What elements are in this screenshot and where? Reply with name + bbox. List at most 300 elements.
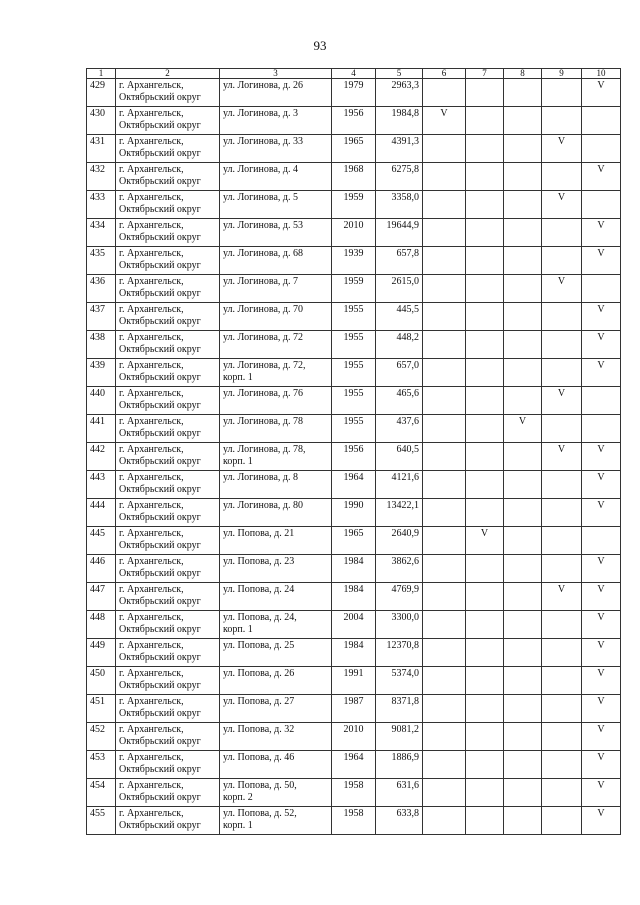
total-area-text: 448,2: [396, 332, 419, 343]
address-text: ул. Попова, д. 32: [223, 724, 295, 735]
column-header-1: 1: [87, 69, 116, 79]
row-number-text: 449: [90, 640, 105, 651]
build-year: [332, 247, 376, 275]
row-number: [87, 695, 116, 723]
total-area-text: 19644,9: [386, 220, 419, 231]
mark-col-10-text: V: [597, 164, 605, 175]
address-text: ул. Попова, д. 26: [223, 668, 295, 679]
build-year: [332, 583, 376, 611]
address-text: ул. Логинова, д. 26: [223, 80, 304, 91]
mark-col-7: [466, 499, 504, 527]
mark-col-10-text: V: [597, 360, 605, 371]
mark-col-9: [542, 751, 582, 779]
mark-col-7: [466, 303, 504, 331]
mark-col-10: [582, 219, 621, 247]
table-row: [87, 191, 621, 219]
table-body: [87, 79, 621, 835]
row-number: [87, 359, 116, 387]
address-text: ул. Попова, д. 21: [223, 528, 295, 539]
city-district: [116, 471, 220, 499]
mark-col-7: [466, 611, 504, 639]
mark-col-8: [504, 415, 542, 443]
row-number: [87, 387, 116, 415]
city-district-text: г. Архангельск,: [119, 332, 184, 343]
total-area: [376, 275, 423, 303]
address: [220, 359, 332, 387]
row-number-text: 429: [90, 80, 105, 91]
mark-col-6: [423, 415, 466, 443]
total-area-text: 8371,8: [391, 696, 419, 707]
mark-col-7: [466, 695, 504, 723]
mark-col-6: [423, 387, 466, 415]
mark-col-7: [466, 107, 504, 135]
address-text: ул. Попова, д. 25: [223, 640, 295, 651]
row-number-text: 448: [90, 612, 105, 623]
city-district-text: г. Архангельск,: [119, 108, 184, 119]
city-district: [116, 499, 220, 527]
build-year: [332, 499, 376, 527]
address-text: ул. Попова, д. 50,: [223, 780, 297, 791]
mark-col-10-text: V: [597, 808, 605, 819]
column-header-8: 8: [504, 69, 542, 79]
city-district-text: Октябрьский округ: [119, 176, 201, 187]
mark-col-8: [504, 107, 542, 135]
address-text: ул. Попова, д. 24,: [223, 612, 297, 623]
mark-col-8: [504, 807, 542, 835]
mark-col-6: [423, 331, 466, 359]
mark-col-8: [504, 191, 542, 219]
mark-col-10-text: V: [597, 696, 605, 707]
row-number-text: 451: [90, 696, 105, 707]
table-row: [87, 527, 621, 555]
build-year-text: 1965: [343, 528, 364, 539]
mark-col-6: [423, 135, 466, 163]
mark-col-10: [582, 583, 621, 611]
build-year-text: 1964: [343, 472, 364, 483]
city-district-text: Октябрьский округ: [119, 568, 201, 579]
total-area: [376, 471, 423, 499]
build-year: [332, 443, 376, 471]
mark-col-9: [542, 191, 582, 219]
mark-col-7: [466, 751, 504, 779]
mark-col-8: [504, 583, 542, 611]
mark-col-9: [542, 387, 582, 415]
city-district-text: г. Архангельск,: [119, 472, 184, 483]
address-text: ул. Попова, д. 24: [223, 584, 295, 595]
mark-col-10-text: V: [597, 248, 605, 259]
mark-col-10: [582, 191, 621, 219]
mark-col-6: [423, 191, 466, 219]
table-row: [87, 359, 621, 387]
city-district: [116, 807, 220, 835]
mark-col-8-text: V: [518, 416, 527, 427]
table-row: [87, 247, 621, 275]
row-number: [87, 527, 116, 555]
address: [220, 107, 332, 135]
total-area: [376, 807, 423, 835]
city-district-text: Октябрьский округ: [119, 92, 201, 103]
build-year: [332, 331, 376, 359]
row-number: [87, 303, 116, 331]
mark-col-8: [504, 79, 542, 107]
mark-col-7: [466, 779, 504, 807]
row-number: [87, 667, 116, 695]
total-area: [376, 779, 423, 807]
mark-col-7: [466, 471, 504, 499]
address: [220, 695, 332, 723]
total-area: [376, 191, 423, 219]
row-number-text: 435: [90, 248, 105, 259]
mark-col-6: [423, 667, 466, 695]
build-year: [332, 555, 376, 583]
build-year: [332, 79, 376, 107]
column-header-6: 6: [423, 69, 466, 79]
mark-col-10: [582, 667, 621, 695]
build-year-text: 2010: [343, 220, 364, 231]
city-district: [116, 191, 220, 219]
mark-col-9: [542, 359, 582, 387]
mark-col-10-text: V: [597, 612, 605, 623]
table-row: [87, 639, 621, 667]
address-text: ул. Логинова, д. 78: [223, 416, 304, 427]
mark-col-10-text: V: [597, 220, 605, 231]
mark-col-9-text: V: [557, 192, 566, 203]
mark-col-7: [466, 275, 504, 303]
city-district-text: Октябрьский округ: [119, 820, 201, 831]
column-header-2: 2: [116, 69, 220, 79]
address: [220, 779, 332, 807]
column-header-5: 5: [376, 69, 423, 79]
address: [220, 247, 332, 275]
mark-col-9: [542, 667, 582, 695]
city-district: [116, 751, 220, 779]
city-district-text: г. Архангельск,: [119, 388, 184, 399]
address: [220, 387, 332, 415]
mark-col-9: [542, 219, 582, 247]
build-year-text: 1955: [343, 388, 364, 399]
build-year: [332, 779, 376, 807]
row-number: [87, 79, 116, 107]
mark-col-10: [582, 163, 621, 191]
address: [220, 219, 332, 247]
city-district-text: Октябрьский округ: [119, 372, 201, 383]
build-year: [332, 359, 376, 387]
build-year-text: 1955: [343, 304, 364, 315]
total-area: [376, 639, 423, 667]
city-district: [116, 275, 220, 303]
total-area: [376, 751, 423, 779]
build-year-text: 1991: [343, 668, 364, 679]
row-number-text: 447: [90, 584, 105, 595]
build-year: [332, 303, 376, 331]
city-district: [116, 415, 220, 443]
mark-col-9: [542, 471, 582, 499]
city-district-text: Октябрьский округ: [119, 400, 201, 411]
mark-col-9: [542, 275, 582, 303]
mark-col-7: [466, 331, 504, 359]
row-number: [87, 779, 116, 807]
total-area-text: 437,6: [396, 416, 419, 427]
build-year-text: 1979: [343, 80, 364, 91]
row-number: [87, 471, 116, 499]
total-area-text: 2963,3: [391, 80, 419, 91]
column-header-7: 7: [466, 69, 504, 79]
column-number-row: [87, 69, 621, 79]
mark-col-9: [542, 163, 582, 191]
address-text: ул. Логинова, д. 68: [223, 248, 304, 259]
mark-col-9: [542, 443, 582, 471]
mark-col-6: [423, 107, 466, 135]
city-district-text: г. Архангельск,: [119, 696, 184, 707]
row-number: [87, 723, 116, 751]
mark-col-9: [542, 583, 582, 611]
mark-col-8: [504, 751, 542, 779]
address-text: ул. Логинова, д. 76: [223, 388, 304, 399]
table-row: [87, 723, 621, 751]
build-year-text: 1968: [343, 164, 364, 175]
mark-col-10-text: V: [597, 500, 605, 511]
mark-col-10: [582, 807, 621, 835]
mark-col-9-text: V: [557, 276, 566, 287]
row-number-text: 438: [90, 332, 105, 343]
mark-col-8: [504, 275, 542, 303]
mark-col-8: [504, 695, 542, 723]
row-number-text: 455: [90, 808, 105, 819]
address: [220, 807, 332, 835]
total-area: [376, 359, 423, 387]
mark-col-7: [466, 135, 504, 163]
mark-col-6: [423, 779, 466, 807]
build-year: [332, 471, 376, 499]
mark-col-6: [423, 219, 466, 247]
table-row: [87, 807, 621, 835]
build-year-text: 1958: [343, 780, 364, 791]
row-number: [87, 219, 116, 247]
mark-col-10: [582, 275, 621, 303]
address-text: ул. Логинова, д. 4: [223, 164, 299, 175]
mark-col-10-text: V: [597, 444, 605, 455]
mark-col-7: [466, 807, 504, 835]
build-year-text: 2010: [343, 724, 364, 735]
mark-col-8: [504, 499, 542, 527]
city-district-text: Октябрьский округ: [119, 204, 201, 215]
row-number-text: 432: [90, 164, 105, 175]
city-district-text: г. Архангельск,: [119, 220, 184, 231]
mark-col-7: [466, 639, 504, 667]
build-year: [332, 527, 376, 555]
row-number-text: 430: [90, 108, 105, 119]
city-district-text: Октябрьский округ: [119, 316, 201, 327]
mark-col-10-text: V: [597, 640, 605, 651]
city-district: [116, 527, 220, 555]
city-district-text: г. Архангельск,: [119, 556, 184, 567]
mark-col-10: [582, 471, 621, 499]
row-number-text: 436: [90, 276, 105, 287]
table-row: [87, 667, 621, 695]
mark-col-7: [466, 527, 504, 555]
mark-col-9: [542, 695, 582, 723]
row-number-text: 433: [90, 192, 105, 203]
address-text: ул. Логинова, д. 80: [223, 500, 304, 511]
mark-col-9: [542, 723, 582, 751]
city-district-text: г. Архангельск,: [119, 612, 184, 623]
city-district-text: Октябрьский округ: [119, 232, 201, 243]
mark-col-9-text: V: [557, 388, 566, 399]
mark-col-6: [423, 807, 466, 835]
mark-col-10-text: V: [597, 584, 605, 595]
row-number-text: 439: [90, 360, 105, 371]
city-district-text: Октябрьский округ: [119, 624, 201, 635]
mark-col-6-text: V: [440, 108, 448, 119]
build-year-text: 1990: [343, 500, 364, 511]
table-row: [87, 219, 621, 247]
table-row: [87, 415, 621, 443]
mark-col-9: [542, 79, 582, 107]
address-text: корп. 1: [223, 820, 253, 831]
city-district: [116, 163, 220, 191]
row-number-text: 446: [90, 556, 105, 567]
table-row: [87, 107, 621, 135]
address-text: ул. Логинова, д. 53: [223, 220, 304, 231]
total-area-text: 445,5: [396, 304, 419, 315]
table-row: [87, 135, 621, 163]
total-area: [376, 527, 423, 555]
address-text: ул. Попова, д. 27: [223, 696, 295, 707]
mark-col-7: [466, 191, 504, 219]
build-year-text: 1956: [343, 108, 364, 119]
row-number: [87, 191, 116, 219]
city-district-text: Октябрьский округ: [119, 764, 201, 775]
address: [220, 303, 332, 331]
total-area-text: 3358,0: [391, 192, 419, 203]
city-district-text: г. Архангельск,: [119, 360, 184, 371]
address-text: корп. 2: [223, 792, 253, 803]
mark-col-7: [466, 723, 504, 751]
address: [220, 415, 332, 443]
city-district-text: г. Архангельск,: [119, 780, 184, 791]
mark-col-8: [504, 247, 542, 275]
city-district-text: Октябрьский округ: [119, 344, 201, 355]
city-district: [116, 555, 220, 583]
mark-col-8: [504, 331, 542, 359]
mark-col-10: [582, 611, 621, 639]
total-area: [376, 415, 423, 443]
city-district-text: Октябрьский округ: [119, 456, 201, 467]
row-number: [87, 583, 116, 611]
address: [220, 611, 332, 639]
address: [220, 275, 332, 303]
row-number-text: 450: [90, 668, 105, 679]
table-row: [87, 163, 621, 191]
address: [220, 163, 332, 191]
city-district-text: г. Архангельск,: [119, 808, 184, 819]
mark-col-9: [542, 807, 582, 835]
mark-col-9: [542, 303, 582, 331]
city-district-text: Октябрьский округ: [119, 708, 201, 719]
mark-col-10-text: V: [597, 780, 605, 791]
mark-col-9: [542, 611, 582, 639]
mark-col-9: [542, 779, 582, 807]
mark-col-10: [582, 415, 621, 443]
city-district-text: Октябрьский округ: [119, 288, 201, 299]
build-year-text: 1959: [343, 192, 364, 203]
city-district: [116, 79, 220, 107]
total-area: [376, 583, 423, 611]
city-district-text: Октябрьский округ: [119, 428, 201, 439]
address: [220, 751, 332, 779]
address: [220, 499, 332, 527]
table-row: [87, 471, 621, 499]
mark-col-10: [582, 359, 621, 387]
mark-col-8: [504, 303, 542, 331]
row-number: [87, 415, 116, 443]
mark-col-9: [542, 247, 582, 275]
table-row: [87, 499, 621, 527]
table-row: [87, 79, 621, 107]
address: [220, 555, 332, 583]
address: [220, 191, 332, 219]
total-area-text: 12370,8: [386, 640, 419, 651]
build-year-text: 1984: [343, 584, 364, 595]
city-district: [116, 695, 220, 723]
mark-col-10-text: V: [597, 724, 605, 735]
build-year-text: 1956: [343, 444, 364, 455]
mark-col-7: [466, 443, 504, 471]
total-area: [376, 163, 423, 191]
total-area-text: 4769,9: [391, 584, 419, 595]
mark-col-9-text: V: [557, 136, 566, 147]
address-text: ул. Логинова, д. 3: [223, 108, 299, 119]
city-district-text: г. Архангельск,: [119, 416, 184, 427]
address-text: ул. Логинова, д. 5: [223, 192, 299, 203]
mark-col-9-text: V: [557, 584, 566, 595]
mark-col-10-text: V: [597, 332, 605, 343]
mark-col-6: [423, 79, 466, 107]
city-district-text: г. Архангельск,: [119, 584, 184, 595]
address-text: корп. 1: [223, 456, 253, 467]
total-area: [376, 331, 423, 359]
mark-col-10: [582, 527, 621, 555]
address-text: ул. Логинова, д. 33: [223, 136, 304, 147]
city-district-text: г. Архангельск,: [119, 640, 184, 651]
city-district-text: Октябрьский округ: [119, 148, 201, 159]
city-district: [116, 219, 220, 247]
city-district: [116, 247, 220, 275]
row-number-text: 431: [90, 136, 105, 147]
total-area-text: 6275,8: [391, 164, 419, 175]
city-district-text: г. Архангельск,: [119, 752, 184, 763]
build-year: [332, 611, 376, 639]
total-area: [376, 303, 423, 331]
mark-col-9: [542, 107, 582, 135]
mark-col-10-text: V: [597, 752, 605, 763]
total-area: [376, 219, 423, 247]
address: [220, 135, 332, 163]
mark-col-10: [582, 387, 621, 415]
row-number-text: 454: [90, 780, 105, 791]
row-number: [87, 807, 116, 835]
mark-col-9: [542, 331, 582, 359]
city-district: [116, 443, 220, 471]
build-year-text: 1984: [343, 556, 364, 567]
table-row: [87, 331, 621, 359]
address-text: ул. Логинова, д. 7: [223, 276, 299, 287]
mark-col-8: [504, 219, 542, 247]
mark-col-8: [504, 555, 542, 583]
mark-col-6: [423, 723, 466, 751]
city-district: [116, 667, 220, 695]
mark-col-6: [423, 499, 466, 527]
